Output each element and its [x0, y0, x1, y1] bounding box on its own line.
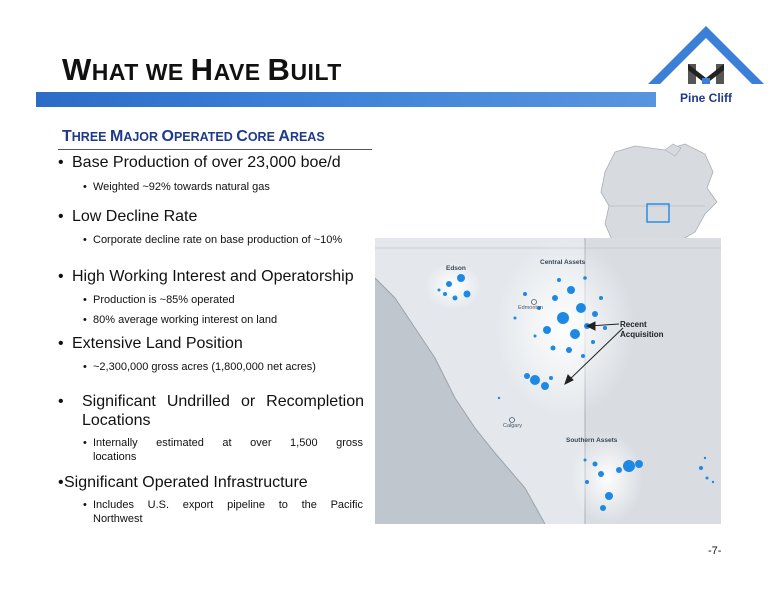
subtitle-part: T: [62, 128, 72, 145]
edmonton-label: Edmonton: [518, 305, 544, 311]
calgary-label: Calgary: [503, 423, 522, 429]
bullet-decline: • Low Decline Rate: [58, 208, 198, 225]
edson-label: Edson: [446, 265, 466, 272]
sub-bullet: • Includes U.S. export pipeline to the Pacific Northwest: [83, 499, 363, 525]
title-part: W: [62, 52, 92, 87]
subtitle-part: M: [109, 128, 124, 145]
sub-bullet: • ~2,300,000 gross acres (1,800,000 net acres): [83, 361, 316, 373]
bullet-dot: •: [58, 154, 64, 171]
title-banner: [36, 92, 656, 107]
bullet-land: • Extensive Land Position: [58, 335, 243, 352]
subtitle-part: AJOR: [123, 130, 162, 144]
title-part: UILT: [290, 59, 342, 85]
sub-bullet: • Internally estimated at over 1,500 gross locations: [83, 437, 363, 463]
asset-map-graphic: [375, 238, 721, 524]
title-part: HAT WE: [91, 59, 191, 85]
bullet-text: Extensive Land Position: [72, 335, 243, 352]
page-number: -7-: [708, 545, 722, 557]
page-title: [62, 52, 342, 88]
sub-bullet: • Weighted ~92% towards natural gas: [83, 181, 270, 193]
bullet-infrastructure: •Significant Operated Infrastructure: [58, 474, 308, 491]
sub-bullet: • Production is ~85% operated: [83, 294, 235, 306]
title-part: H: [190, 52, 214, 87]
bullet-locations: • Significant Undrilled or Recompletion Locations: [58, 393, 364, 429]
bullet-text: High Working Interest and Operatorship: [72, 268, 354, 285]
pine-cliff-logo-icon: [640, 20, 772, 112]
subtitle-part: PERATED: [173, 130, 237, 144]
bullet-text: Low Decline Rate: [72, 208, 198, 225]
subtitle-part: O: [161, 128, 174, 145]
asset-map: [375, 238, 721, 524]
subtitle-part: ORE: [247, 130, 279, 144]
bullet-text-line: Locations: [82, 412, 151, 429]
bullet-text: Significant Operated Infrastructure: [64, 474, 308, 491]
section-subtitle: [62, 128, 325, 146]
bullet-text: Base Production of over 23,000 boe/d: [72, 154, 341, 171]
sub-bullet: • Corporate decline rate on base production of ~10%: [83, 234, 343, 246]
southern-assets-label: Southern Assets: [566, 437, 618, 444]
subtitle-part: A: [278, 128, 290, 145]
bullet-text-line: Significant Undrilled or Recompletion: [82, 393, 364, 410]
bullet-working-interest: • High Working Interest and Operatorship: [58, 268, 354, 285]
central-assets-label: Central Assets: [540, 259, 586, 266]
svg-text:Pine Cliff: Pine Cliff: [679, 91, 733, 105]
subtitle-part: C: [236, 128, 248, 145]
title-part: B: [267, 52, 291, 87]
sub-bullet: • 80% average working interest on land: [83, 314, 278, 326]
recent-acquisition-label: Recent Acquisition: [620, 320, 664, 339]
subtitle-part: REAS: [289, 130, 325, 144]
title-part: AVE: [213, 59, 268, 85]
subtitle-divider: [58, 149, 372, 150]
subtitle-part: HREE: [71, 130, 110, 144]
bullet-production: [58, 153, 341, 172]
